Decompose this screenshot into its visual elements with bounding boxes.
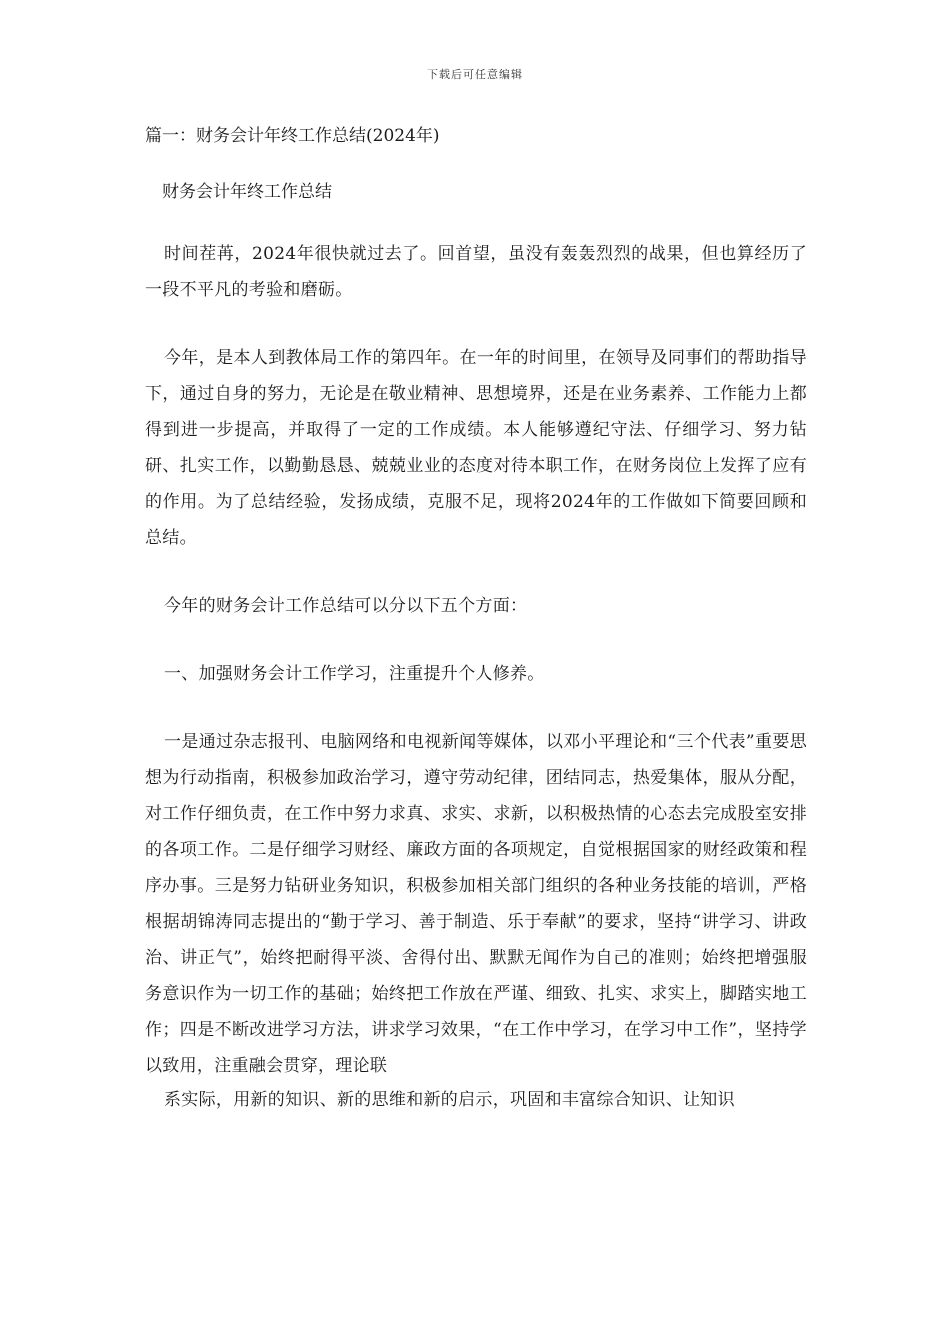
- paragraph-continued: 系实际，用新的知识、新的思维和新的启示，巩固和丰富综合知识、让知识: [164, 1090, 735, 1110]
- document-body: [145, 118, 807, 1118]
- paragraph-overview: 今年，是本人到教体局工作的第四年。在一年的时间里，在领导及同事们的帮助指导下，通过自身的努力，无论是在敬业精神、思想境界，还是在业务素养、工作能力上都得到进一步提高，并取得了一定的工作成绩。本人能够遵纪守法、仔细学习、努力钻研、扎实工作，以勤勤恳恳、兢兢业业的态度对待本职工作，在财务岗位上发挥了应有的作用。为了总结经验，发扬成绩，克服不足，现将2024年的工作做如下简要回顾和总结。: [145, 348, 807, 548]
- paragraph-intro: 时间茬苒，2024年很快就过去了。回首望，虽没有轰轰烈烈的战果，但也算经历了一段不平凡的考验和磨砺。: [145, 244, 807, 300]
- section-heading-one: 一、加强财务会计工作学习，注重提升个人修养。: [164, 664, 545, 684]
- document-subtitle: 财务会计年终工作总结: [162, 182, 332, 202]
- header-note: 下载后可任意编辑: [427, 68, 523, 81]
- document-title: 篇一：财务会计年终工作总结(2024年): [145, 126, 440, 146]
- paragraph-aspects: 今年的财务会计工作总结可以分以下五个方面：: [164, 596, 528, 616]
- paragraph-study: 一是通过杂志报刊、电脑网络和电视新闻等媒体，以邓小平理论和“三个代表”重要思想为行动指南，积极参加政治学习，遵守劳动纪律，团结同志，热爱集体，服从分配，对工作仔细负责，在工作中努力求真、求实、求新，以积极热情的心态去完成股室安排的各项工作。二是仔细学习财经、廉政方面的各项规定，自觉根据国家的财经政策和程序办事。三是努力钻研业务知识，积极参加相关部门组织的各种业务技能的培训，严格根据胡锦涛同志提出的“勤于学习、善于制造、乐于奉献”的要求，坚持“讲学习、讲政治、讲正气”，始终把耐得平淡、舍得付出、默默无闻作为自己的准则；始终把增强服务意识作为一切工作的基础；始终把工作放在严谨、细致、扎实、求实上，脚踏实地工作；四是不断改进学习方法，讲求学习效果，“在工作中学习，在学习中工作”，坚持学以致用，注重融会贯穿，理论联: [145, 732, 807, 1076]
